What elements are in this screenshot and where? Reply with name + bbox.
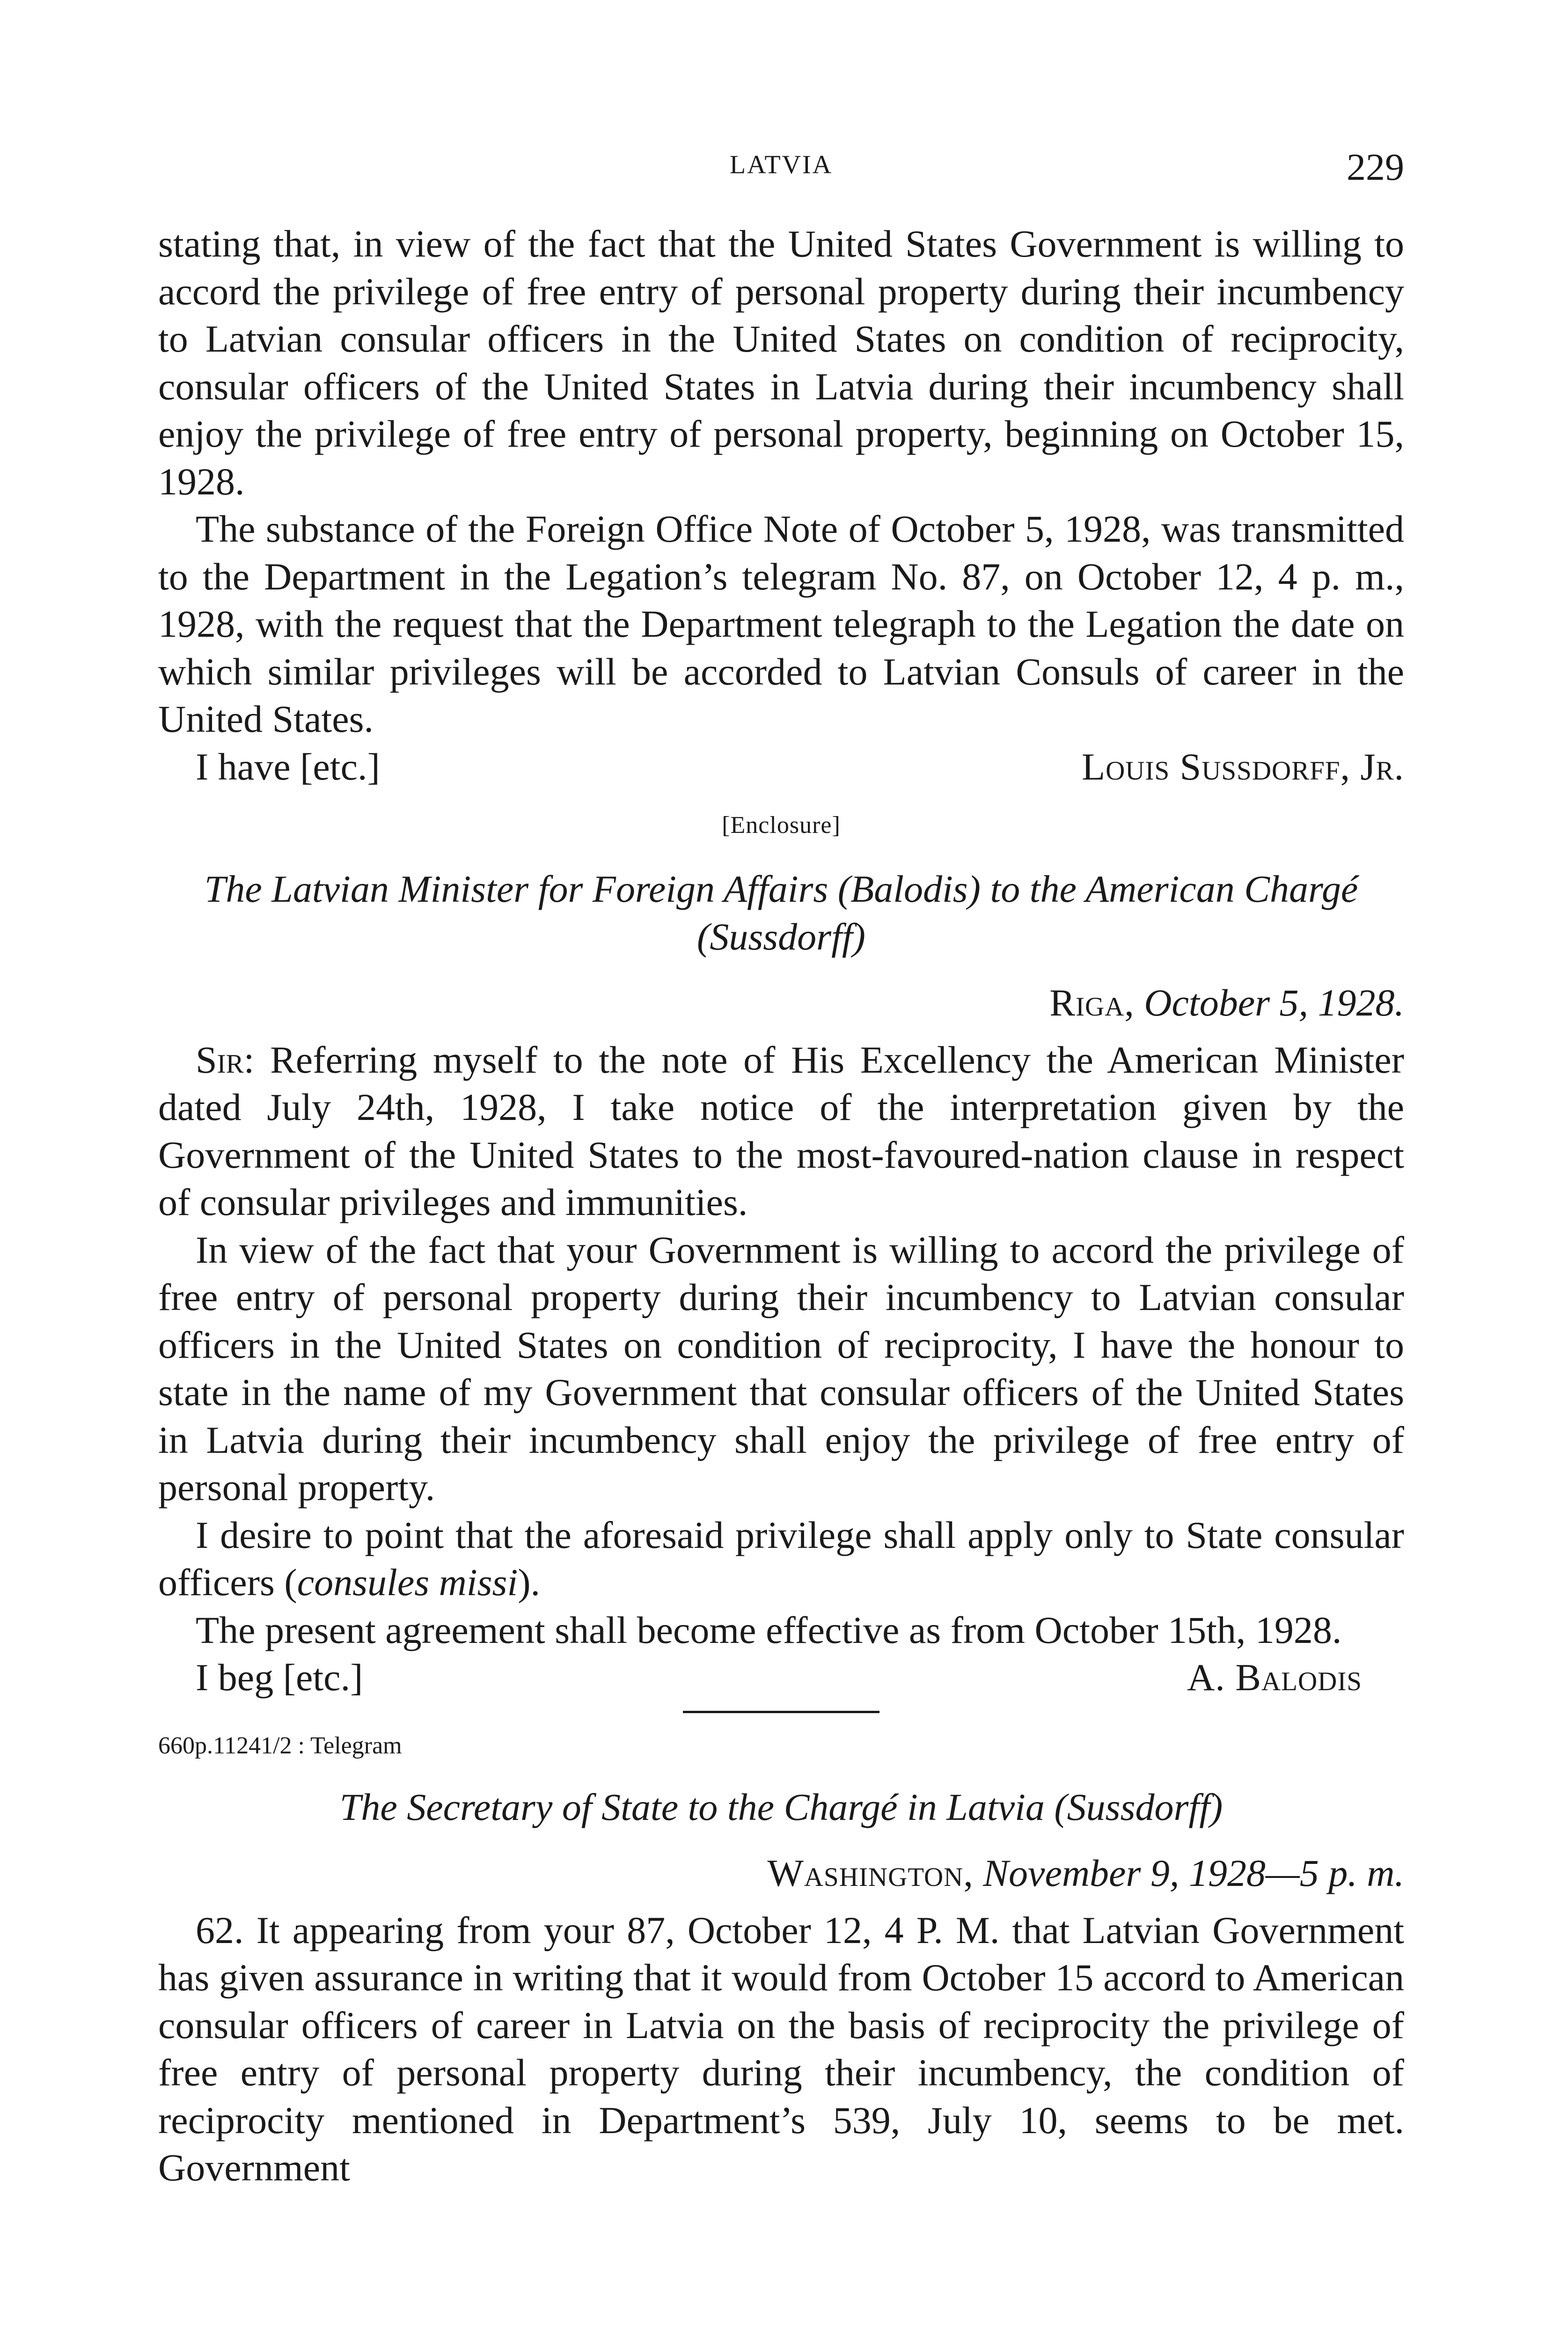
section-divider	[683, 1711, 879, 1713]
enclosure-closing-row	[158, 1654, 1404, 1701]
enclosure-paragraph-3-end: ).	[518, 1561, 541, 1604]
telegram-title: The Secretary of State to the Chargé in Latvia (Sussdorff)	[339, 1785, 1223, 1828]
enclosure-paragraph-1	[158, 1036, 1404, 1226]
enclosure-signature: A. Balodis	[1187, 1656, 1362, 1699]
enclosure-place: Riga,	[1049, 981, 1135, 1024]
opening-closing: I have [etc.]	[196, 745, 380, 788]
page-header	[158, 145, 1404, 197]
telegram-place-date	[158, 1849, 1404, 1897]
enclosure-paragraph-3	[158, 1511, 1404, 1606]
telegram-paragraph-1: 62. It appearing from your 87, October 12, 4 P. M. that Latvian Government has given assurance in writing that it would from October 15 accord to American consular officers of career in Latvia on the basis of reciprocity the privilege of free entry of personal property during their incumbency, the condition of reciprocity mentioned in Department’s 539, July 10, seems to be met. Government	[158, 1908, 1404, 2189]
enclosure-title: The Latvian Minister for Foreign Affairs (Balodis) to the American Chargé (Sussdorff)	[204, 868, 1358, 958]
enclosure-date: October 5, 1928.	[1144, 981, 1404, 1024]
enclosure-paragraph-1-text: Referring myself to the note of His Excellency the American Minister dated July 24th, 1928, I take notice of the interpretation given by the Government of the United States to the most-favoured-nation clause in respect of consular privileges and immunities.	[158, 1038, 1404, 1223]
telegram-date: November 9, 1928—5 p. m.	[983, 1852, 1404, 1894]
enclosure-paragraph-3-italic: consules missi	[297, 1561, 518, 1604]
page-number: 229	[1347, 146, 1404, 188]
enclosure-place-date	[158, 979, 1404, 1027]
enclosure-paragraph-2: In view of the fact that your Government is willing to accord the privilege of free entry of personal property during their incumbency to Latvian consular officers in the United States on condition of reciprocity, I have the honour to state in the name of my Government that consular officers of the United States in Latvia during their incumbency shall enjoy the privilege of free entry of personal property.	[158, 1228, 1404, 1509]
enclosure-salutation: Sir:	[196, 1038, 255, 1081]
body-text	[158, 220, 1404, 2192]
enclosure-closing: I beg [etc.]	[196, 1656, 363, 1699]
opening-closing-row	[158, 743, 1404, 791]
telegram-file-ref: 660p.11241/2 : Telegram	[158, 1732, 402, 1759]
opening-paragraph-2: The substance of the Foreign Office Note of October 5, 1928, was transmitted to the Department in the Legation’s telegram No. 87, on October 12, 4 p. m., 1928, with the request that the Department telegraph to the Legation the date on which similar privileges will be accorded to Latvian Consuls of career in the United States.	[158, 508, 1404, 740]
enclosure-paragraph-4: The present agreement shall become effective as from October 15th, 1928.	[196, 1608, 1342, 1651]
opening-signature: Louis Sussdorff, Jr.	[1082, 745, 1404, 788]
running-head: LATVIA	[729, 150, 833, 179]
telegram-place: Washington,	[767, 1852, 974, 1894]
enclosure-paragraph-3-start: I desire to point that the aforesaid privilege shall apply only to State consular officers (	[158, 1513, 1404, 1604]
enclosure-label: [Enclosure]	[722, 812, 841, 839]
opening-paragraph-1: stating that, in view of the fact that the United States Government is willing to accord the privilege of free entry of personal property during their incumbency to Latvian consular officers in the United States on condition of reciprocity, consular officers of the United States in Latvia during their incumbency shall enjoy the privilege of free entry of personal property, beginning on October 15, 1928.	[158, 222, 1404, 503]
